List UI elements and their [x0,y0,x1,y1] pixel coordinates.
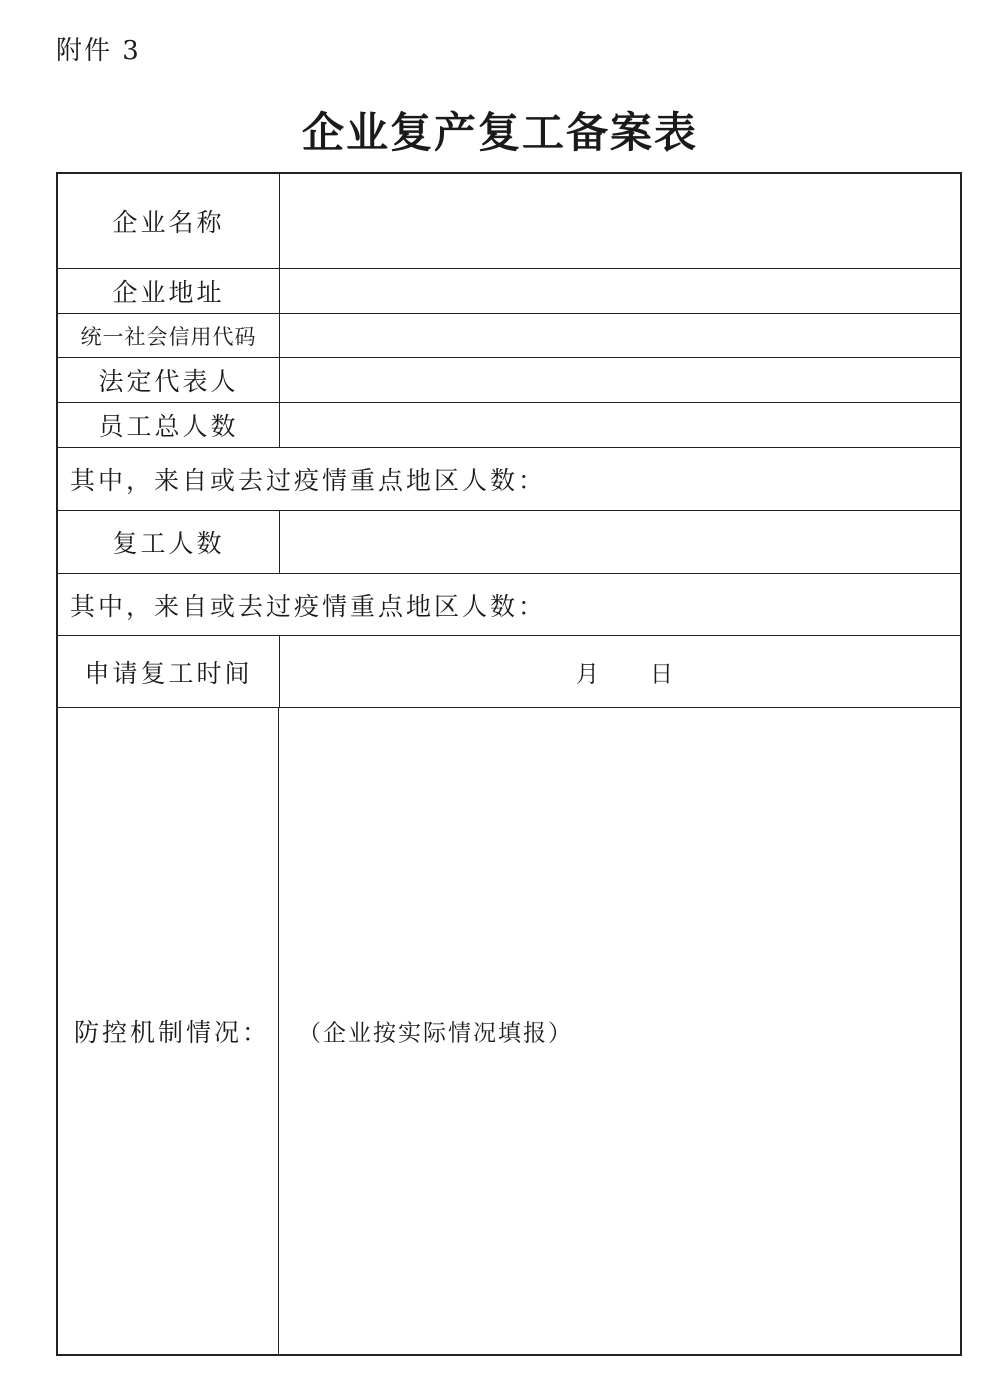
registration-form-table [56,172,962,1356]
company-address-label: 企业地址 [58,269,280,313]
company-name-label: 企业名称 [58,174,280,268]
row-credit-code [58,314,960,358]
row-apply-time [58,636,960,708]
row-resumed-staff [58,511,960,574]
apply-time-field[interactable] [280,636,960,707]
prevention-field[interactable] [280,708,960,1354]
resumed-staff-label: 复工人数 [58,511,280,573]
row-staff-epidemic-area [58,448,960,511]
attachment-label: 附件 3 [56,36,141,66]
staff-epidemic-area-label: 其中，来自或去过疫情重点地区人数： [70,466,547,495]
apply-time-label: 申请复工时间 [58,636,280,707]
day-label: 日 [650,661,673,687]
legal-rep-field[interactable] [280,358,960,402]
total-staff-field[interactable] [280,403,960,447]
row-company-address [58,269,960,314]
row-prevention [58,708,960,1354]
company-name-field[interactable] [280,174,960,268]
prevention-label: 防控机制情况： [58,708,279,1354]
credit-code-field[interactable] [280,314,960,357]
month-label: 月 [576,661,599,687]
row-total-staff [58,403,960,448]
prevention-note: （企业按实际情况填报） [298,1020,573,1047]
row-company-name [58,174,960,269]
row-resumed-epidemic-area [58,574,960,636]
company-address-field[interactable] [280,269,960,313]
row-legal-rep [58,358,960,403]
form-title: 企业复产复工备案表 [301,108,698,157]
credit-code-label: 统一社会信用代码 [58,314,280,357]
legal-rep-label: 法定代表人 [58,358,280,402]
resumed-epidemic-area-label: 其中，来自或去过疫情重点地区人数： [70,591,547,621]
resumed-staff-field[interactable] [280,511,960,573]
total-staff-label: 员工总人数 [58,403,280,447]
